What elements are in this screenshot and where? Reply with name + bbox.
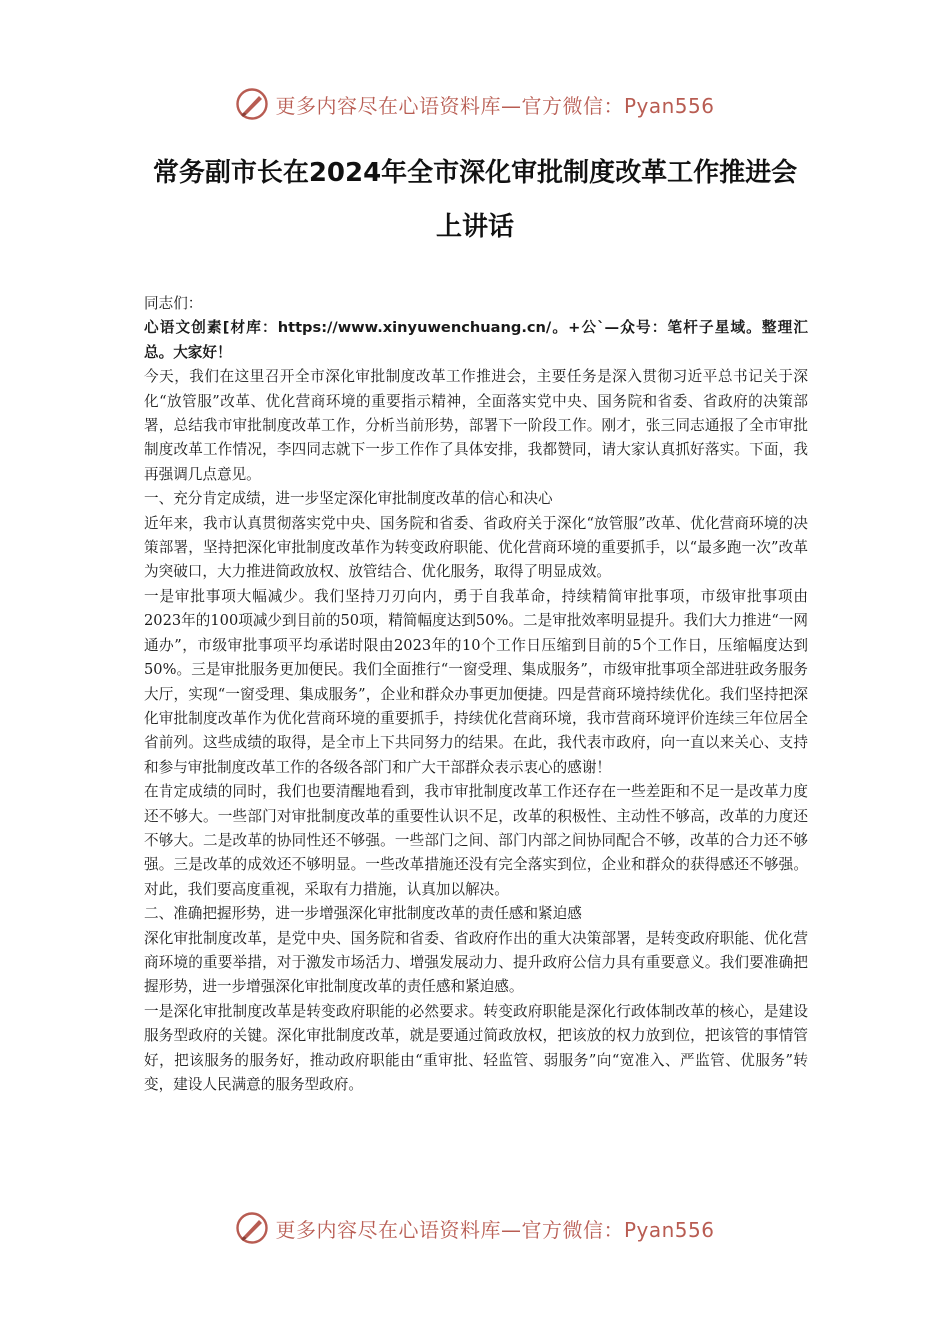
body-paragraph: 深化审批制度改革，是党中央、国务院和省委、省政府作出的重大决策部署，是转变政府职能、优化营商环境的重要举措，对于激发市场活力、增强发展动力、提升政府公信力具有重要意义。我们要准确把握形势，进一步增强深化审批制度改革的责任感和紧迫感。 xyxy=(144,929,808,996)
body-paragraph: 一是审批事项大幅减少。我们坚持刀刃向内，勇于自我革命，持续精简审批事项，市级审批事项由2023年的100项减少到目前的50项，精简幅度达到50%。二是审批效率明显提升。我们大力推进“一网通办”，市级审批事项平均承诺时限由2023年的10个工作日压缩到目前的5个工作日，压缩幅度达到50%。三是审批服务更加便民。我们全面推行“一窗受理、集成服务”，市级审批事项全部进驻政务服务大厅，实现“一窗受理、集成服务”，企业和群众办事更加便捷。四是营商环境持续优化。我们坚持把深化审批制度改革作为优化营商环境的重要抓手，持续优化营商环境，我市营商环境评价连续三年位居全省前列。这些成绩的取得，是全市上下共同努力的结果。在此，我代表市政府，向一直以来关心、支持和参与审批制度改革工作的各级各部门和广大干部群众表示衷心的感谢！ xyxy=(144,587,808,776)
document-body xyxy=(144,292,808,1097)
brush-logo-icon xyxy=(235,1211,269,1245)
section-heading: 一、充分肯定成绩，进一步坚定深化审批制度改革的信心和决心 xyxy=(144,490,553,508)
section-heading: 二、准确把握形势，进一步增强深化审批制度改革的责任感和紧迫感 xyxy=(144,905,582,923)
footer-banner xyxy=(0,1206,950,1250)
document-title: 常务副市长在2024年全市深化审批制度改革工作推进会上讲话 xyxy=(152,158,798,242)
body-paragraph: 近年来，我市认真贯彻落实党中央、国务院和省委、省政府关于深化“放管服”改革、优化营商环境的决策部署，坚持把深化审批制度改革作为转变政府职能、优化营商环境的重要抓手，以“最多跑一次”改革为突破口，大力推进简政放权、放管结合、优化服务，取得了明显成效。 xyxy=(144,514,808,581)
banner-text: 更多内容尽在心语资料库—官方微信：Pyan556 xyxy=(275,93,715,118)
brush-logo-icon xyxy=(235,87,269,121)
body-paragraph: 在肯定成绩的同时，我们也要清醒地看到，我市审批制度改革工作还存在一些差距和不足一是改革力度还不够大。一些部门对审批制度改革的重要性认识不足，改革的积极性、主动性不够高，改革的力度还不够大。二是改革的协同性还不够强。一些部门之间、部门内部之间协同配合不够，改革的合力还不够强。三是改革的成效还不够明显。一些改革措施还没有完全落实到位，企业和群众的获得感还不够强。对此，我们要高度重视，采取有力措施，认真加以解决。 xyxy=(144,783,808,898)
body-paragraph: 一是深化审批制度改革是转变政府职能的必然要求。转变政府职能是深化行政体制改革的核心，是建设服务型政府的关键。深化审批制度改革，就是要通过简政放权，把该放的权力放到位，把该管的事情管好，把该服务的服务好，推动政府职能由“重审批、轻监管、弱服务”向“宽准入、严监管、优服务”转变，建设人民满意的服务型政府。 xyxy=(144,1002,808,1093)
banner-text: 更多内容尽在心语资料库—官方微信：Pyan556 xyxy=(275,1217,715,1242)
salutation: 同志们： xyxy=(144,295,203,312)
header-banner xyxy=(0,82,950,126)
body-paragraph: 今天，我们在这里召开全市深化审批制度改革工作推进会，主要任务是深入贯彻习近平总书记关于深化“放管服”改革、优化营商环境的重要指示精神，全面落实党中央、国务院和省委、省政府的决策部署，总结我市审批制度改革工作，分析当前形势，部署下一阶段工作。刚才，张三同志通报了全市审批制度改革工作情况，李四同志就下一步工作作了具体安排，我都赞同，请大家认真抓好落实。下面，我再强调几点意见。 xyxy=(144,368,808,483)
source-note: 心语文创素[材库：https://www.xinyuwenchuang.cn/。+公`—众号：笔杆子星域。整理汇总。大家好！ xyxy=(144,319,808,361)
